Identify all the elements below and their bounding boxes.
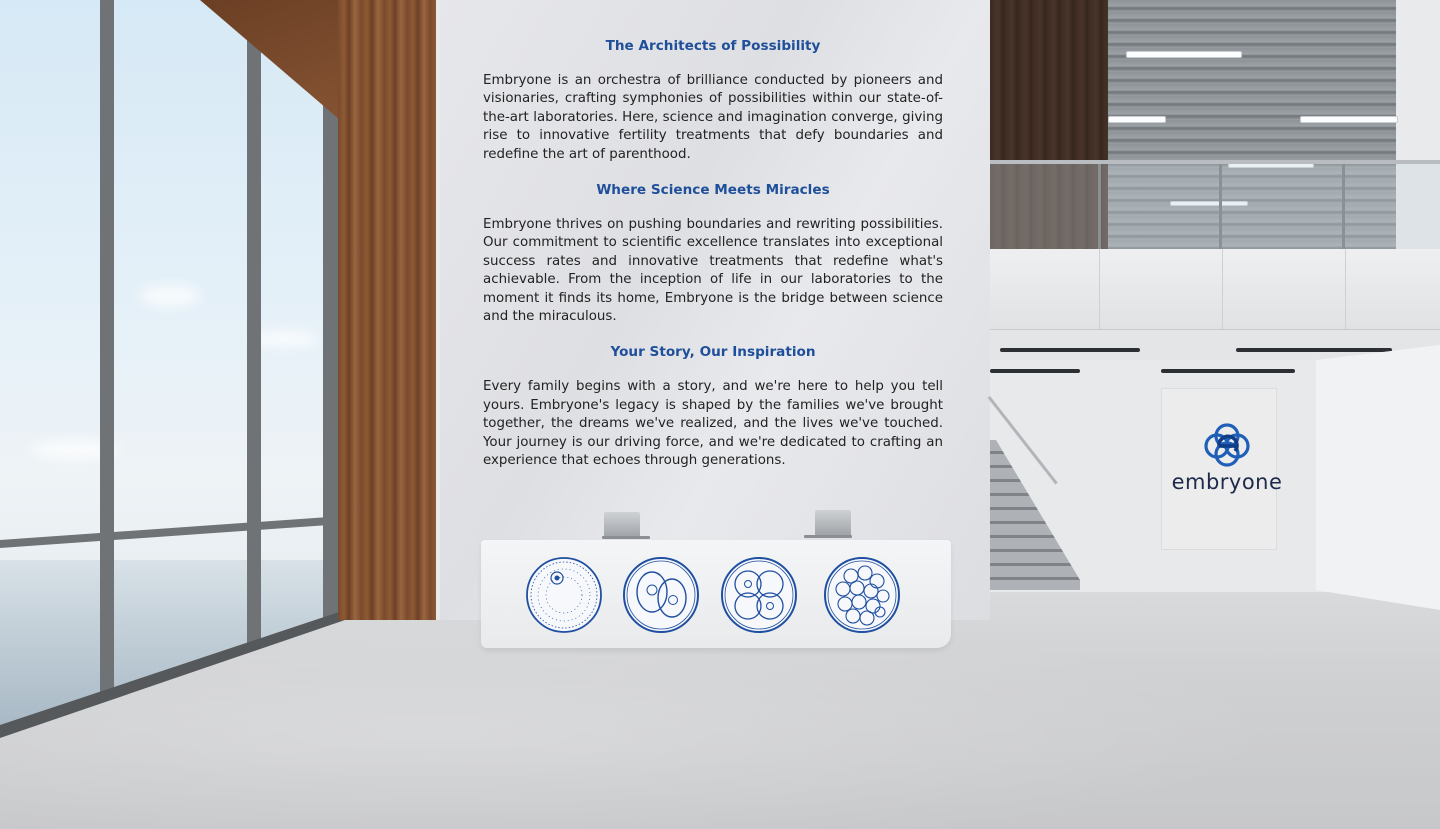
balcony-rail <box>990 160 1440 164</box>
section-heading: Your Story, Our Inspiration <box>610 344 816 361</box>
ceiling-light <box>1161 369 1295 373</box>
embryo-logo-icon <box>1199 416 1255 472</box>
ceiling-light <box>1000 348 1140 352</box>
about-content <box>483 36 943 487</box>
section-heading: Where Science Meets Miracles <box>596 182 830 199</box>
brand-logo-text: embryone <box>1171 470 1283 494</box>
four-cell-embryo-icon <box>720 556 798 634</box>
laptop <box>815 510 851 536</box>
ceiling-light <box>1108 116 1166 123</box>
ceiling-light <box>1126 51 1242 58</box>
single-cell-embryo-icon <box>525 556 603 634</box>
ceiling-light <box>1236 348 1392 352</box>
section-paragraph: Embryone thrives on pushing boundaries and rewriting possibilities. Our commitment to scientific excellence translates into exceptional success rates and innovative treatments that redefine what's achievable. From the inception of life in our laboratories to the moment it finds its home, Embryone is the bridge between science and the miraculous. <box>483 217 943 325</box>
section-paragraph: Embryone is an orchestra of brilliance conducted by pioneers and visionaries, crafting symphonies of possibilities within our state-of-the-art laboratories. Here, science and imagination converge, giving rise to innovative fertility treatments that defy boundaries and redefine the art of parenthood. <box>483 73 943 162</box>
mezzanine-balcony <box>990 249 1440 331</box>
morula-embryo-icon <box>823 556 901 634</box>
section-paragraph: Every family begins with a story, and we're here to help you tell yours. Embryone's legacy is shaped by the families we've brought together, the dreams we've realized, and the lives we've touched. Your journey is our driving force, and we're dedicated to crafting an experience that echoes through generations. <box>483 379 943 469</box>
laptop <box>604 512 640 538</box>
two-cell-embryo-icon <box>622 556 700 634</box>
ceiling-light <box>990 369 1080 373</box>
glass-balustrade <box>990 164 1440 250</box>
ceiling-light <box>1300 116 1398 123</box>
wood-panel <box>338 0 438 620</box>
section-heading: The Architects of Possibility <box>605 38 821 54</box>
